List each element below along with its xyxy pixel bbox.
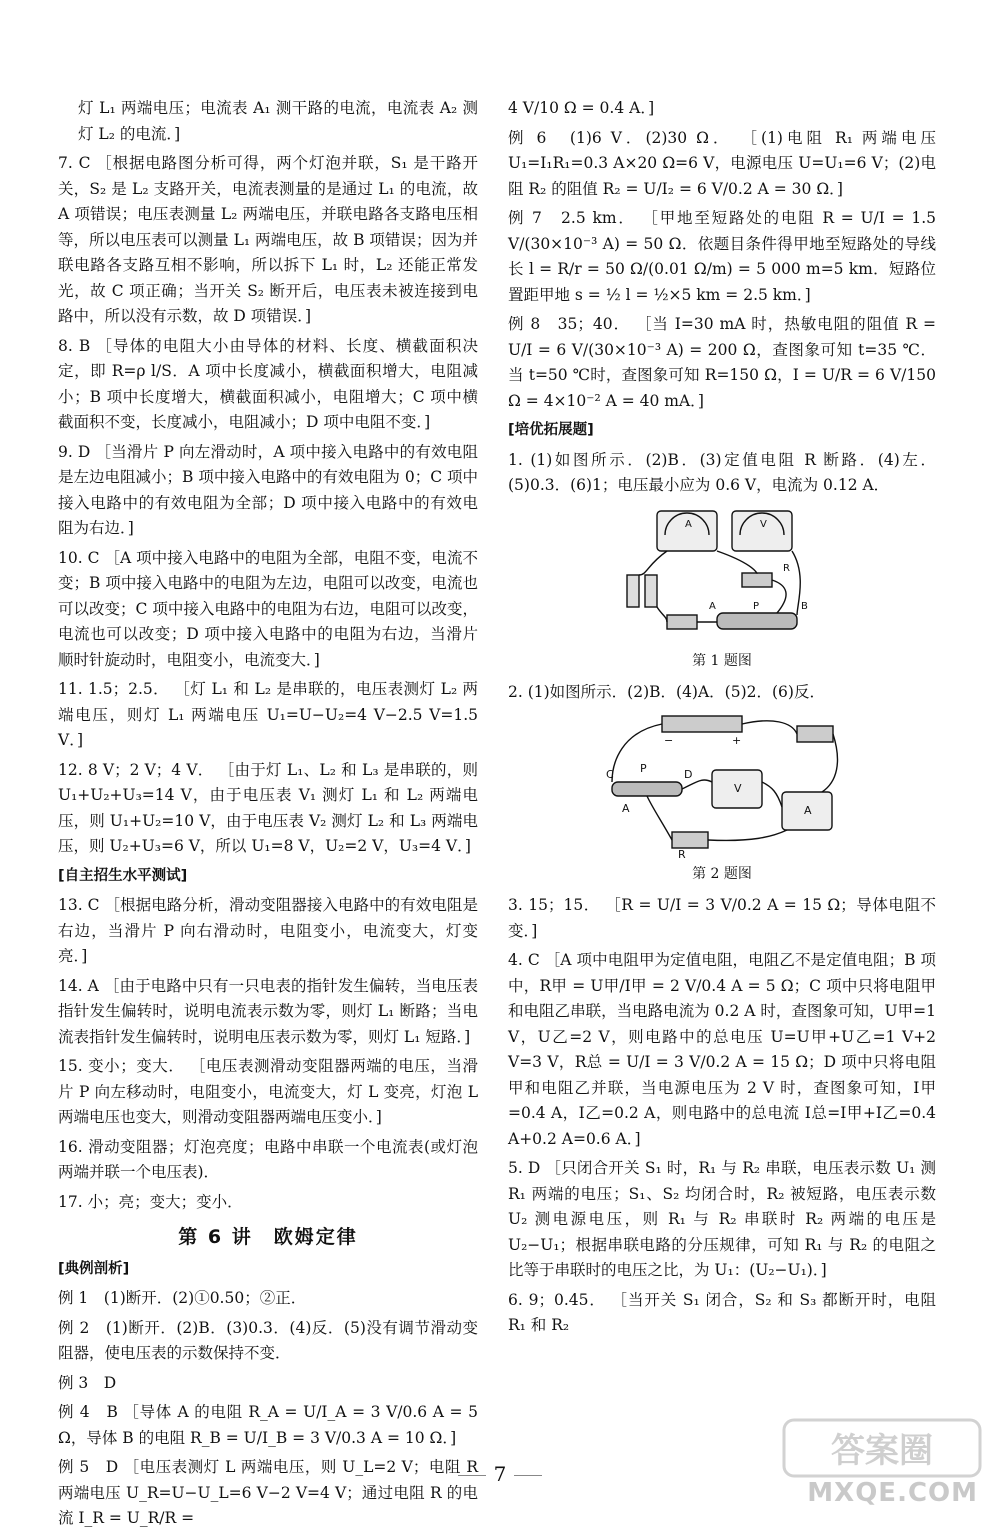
lesson-title: 第 6 讲 欧姆定律 <box>178 1226 358 1248</box>
battery-2 <box>662 716 742 732</box>
switch-1 <box>667 615 697 629</box>
watermark-text: 答案圈 <box>831 1431 933 1471</box>
svg-text:V: V <box>760 518 767 530</box>
answer-10: 10. C ［A 项中接入电路中的电阻为全部，电阻不变，电流不变；B 项中接入电路中的电阻为左边，电阻可以改变，电流也可以改变；C 项中接入电路中的电阻为右边，电阻可以改变，电流也可以改变；D 项中接入电路中的电阻为右边，当滑片顺时针旋动时，电阻变小，电流变大．] <box>58 548 478 669</box>
example-1: 例 1 (1)断开．(2)①0.50；②正． <box>58 1289 307 1307</box>
extension-answer-4: 4. C ［A 项中电阻甲为定值电阻，电阻乙不是定值电阻；B 项中，R甲 = U甲/I甲 = 2 V/0.4 A = 5 Ω；C 项中只将电阻甲和电阻乙串联，当电路电流为 0.2 A 时，查图象可知，U甲=1 V，U乙=2 V，则电路中的总电压 U=U甲+U乙=1 V+2 V=3 V，R总 = U/I = 3 V/0.2 A = 15 Ω；D 项中只将电阻甲和电阻乙并联，当电源电压为 2 V 时，查图象可知，I甲=0.4 A，I乙=0.2 A，则电路中的总电流 I总=I甲+I乙=0.4 A+0.2 A=0.6 A．] <box>508 951 936 1148</box>
circuit-figure-1 <box>607 505 837 647</box>
extension-answer-5: 5. D ［只闭合开关 S₁ 时，R₁ 与 R₂ 串联，电压表示数 U₁ 测 R₁ 两端的电压；S₁、S₂ 均闭合时，R₂ 被短路，电压表示数 U₂ 测电源电压，则 R₁ 与 R₂ 串联时 R₂ 两端的电压是 U₂−U₁；根据串联电路的分压规律，可知 R₁ 与 R₂ 的电阻之比等于串联时的电压之比，为 U₁：(U₂−U₁)．] <box>508 1159 936 1279</box>
example-8: 例 8 35；40． ［当 I=30 mA 时，热敏电阻的阻值 R = U/I = 6 V/(30×10⁻³ A) = 200 Ω，查图象可知 t=35 ℃．当 t=50 ℃时，查图象可知 R=150 Ω，I = U/R = 6 V/150 Ω = 4×10⁻² A = 40 mA．] <box>508 315 936 410</box>
svg-text:+: + <box>732 733 742 747</box>
right-column <box>508 96 936 1343</box>
answer-9: 9. D ［当滑片 P 向左滑动时，A 项中接入电路中的有效电阻是左边电阻减小；B 项中接入电路中的有效电阻为 0；C 项中接入电路中的有效电阻为全部；D 项中接入电路中的有效电阻为右边．] <box>58 442 478 537</box>
rheostat-2 <box>612 782 682 796</box>
svg-text:B: B <box>801 600 808 612</box>
figure-2-caption: 第 2 题图 <box>692 865 752 882</box>
svg-text:A: A <box>709 600 716 612</box>
extension-answer-6: 6. 9；0.45． ［当开关 S₁ 闭合，S₂ 和 S₃ 都断开时，电阻 R₁ 和 R₂ <box>508 1290 936 1334</box>
svg-text:V: V <box>734 781 742 795</box>
extension-answer-3: 3. 15；15． ［R = U/I = 3 V/0.2 A = 15 Ω；导体电阻不变．] <box>508 896 936 940</box>
answer-8: 8. B ［导体的电阻大小由导体的材料、长度、横截面积决定，即 R=ρ l/S．A 项中长度减小，横截面积增大，电阻减小；B 项中长度增大，横截面积减小，电阻增大；C 项中横截面积不变，长度减小，电阻减小；D 项中电阻不变．] <box>58 336 478 431</box>
example-5-continuation: 4 V/10 Ω = 0.4 A．] <box>508 99 655 117</box>
svg-text:R: R <box>678 847 686 860</box>
section-header-examples: [典例剖析] <box>58 1260 130 1277</box>
answer-12: 12. 8 V；2 V；4 V． ［由于灯 L₁、L₂ 和 L₃ 是串联的，则 U₁+U₂+U₃=14 V，由于电压表 V₁ 测灯 L₁ 和 L₂ 两端电压，则 U₁+U₂=10 V，由于电压表 V₂ 测灯 L₂ 和 L₃ 两端电压，则 U₂+U₃=6 V，所以 U₁=8 V，U₂=2 V，U₃=4 V．] <box>58 760 478 855</box>
switch-2 <box>797 726 833 742</box>
svg-text:R: R <box>783 562 790 574</box>
section-header-extension: [培优拓展题] <box>508 422 594 438</box>
extension-answer-2: 2. (1)如图所示．(2)B．(4)A．(5)2．(6)反． <box>508 683 825 701</box>
svg-text:−: − <box>664 733 674 747</box>
example-6: 例 6 (1)6 V．(2)30 Ω． ［(1)电阻 R₁ 两端电压 U₁=I₁R₁=0.3 A×20 Ω=6 V，电源电压 U=U₁=6 V；(2)电阻 R₂ 的阻值 R₂ = U/I₂ = 6 V/0.2 A = 30 Ω．] <box>508 128 936 198</box>
answer-15: 15. 变小；变大． ［电压表测滑动变阻器两端的电压，当滑片 P 向左移动时，电阻变小，电流变大，灯 L 变亮，灯泡 L 两端电压也变大，则滑动变阻器两端电压变小．] <box>58 1057 478 1126</box>
svg-text:A: A <box>685 518 692 530</box>
example-2: 例 2 (1)断开．(2)B．(3)0.3．(4)反．(5)没有调节滑动变阻器，使电压表的示数保持不变． <box>58 1318 478 1362</box>
answer-7: 7. C ［根据电路图分析可得，两个灯泡并联，S₁ 是干路开关，S₂ 是 L₂ 支路开关，电流表测量的是通过 L₁ 的电流，故 A 项错误；电压表测量 L₂ 两端电压，并联电路各支路电压相等，所以电压表可以测量 L₁ 两端电压，故 B 项错误；因为并联电路各支路互相不影响，所以拆下 L₁ 时，L₂ 还能正常发光，故 C 项正确；当开关 S₂ 断开后，电压表未被连接到电路中，所以没有示数，故 D 项错误．] <box>58 154 478 325</box>
left-column <box>58 96 478 1536</box>
answer-continuation: 灯 L₁ 两端电压；电流表 A₁ 测干路的电流，电流表 A₂ 测灯 L₂ 的电流．] <box>78 99 478 143</box>
figure-1-caption: 第 1 题图 <box>692 652 752 669</box>
svg-text:D: D <box>684 767 693 781</box>
answer-11: 11. 1.5；2.5． ［灯 L₁ 和 L₂ 是串联的，电压表测灯 L₂ 两端电压，则灯 L₁ 两端电压 U₁=U−U₂=4 V−2.5 V=1.5 V．] <box>58 680 478 749</box>
extension-answer-1: 1. (1)如图所示．(2)B．(3)定值电阻 R 断路．(4)左．(5)0.3．(6)1；电压最小应为 0.6 V，电流为 0.12 A． <box>508 450 936 494</box>
example-4: 例 4 B ［导体 A 的电阻 R_A = U/I_A = 3 V/0.6 A = 5 Ω，导体 B 的电阻 R_B = U/I_B = 3 V/0.3 A = 10 Ω．] <box>58 1403 478 1447</box>
answer-14: 14. A ［由于电路中只有一只电表的指针发生偏转，当电压表指针发生偏转时，说明电流表示数为零，则灯 L₁ 断路；当电流表指针发生偏转时，说明电压表示数为零，则灯 L₁ 短路．] <box>58 976 478 1046</box>
svg-text:A: A <box>622 801 630 815</box>
svg-text:P: P <box>640 761 647 775</box>
battery-1b <box>645 575 657 607</box>
svg-text:A: A <box>804 803 812 817</box>
watermark-url: MXQE.COM <box>807 1478 978 1508</box>
rheostat <box>717 613 797 629</box>
answer-16: 16. 滑动变阻器；灯泡亮度；电路中串联一个电流表(或灯泡两端并联一个电压表)． <box>58 1137 478 1181</box>
answer-13: 13. C ［根据电路分析，滑动变阻器接入电路中的有效电阻是右边，当滑片 P 向右滑动时，电阻变小，电流变大，灯变亮．] <box>58 896 478 965</box>
battery-1a <box>627 575 639 607</box>
section-header-admission-test: [自主招生水平测试] <box>58 867 188 884</box>
circuit-figure-2 <box>602 712 842 860</box>
example-5: 例 5 D ［电压表测灯 L 两端电压，则 U_L=2 V；电阻 R 两端电压 U_R=U−U_L=6 V−2 V=4 V；通过电阻 R 的电流 I_R = U_R/R = <box>58 1458 478 1527</box>
page-number-text: 7 <box>493 1462 507 1486</box>
resistor-r <box>742 573 772 587</box>
answer-17: 17. 小；亮；变大；变小． <box>58 1192 243 1211</box>
resistor-r-2 <box>672 832 708 848</box>
svg-text:P: P <box>753 600 760 612</box>
svg-text:C: C <box>606 767 614 781</box>
example-3: 例 3 D <box>58 1373 117 1392</box>
example-7: 例 7 2.5 km． ［甲地至短路处的电阻 R = U/I = 1.5 V/(30×10⁻³ A) = 50 Ω．依题目条件得甲地至短路处的导线长 l = R/r = 50 Ω/(0.01 Ω/m) = 5 000 m=5 km．短路位置距甲地 s = ½ l = ½×5 km = 2.5 km．] <box>508 209 936 304</box>
